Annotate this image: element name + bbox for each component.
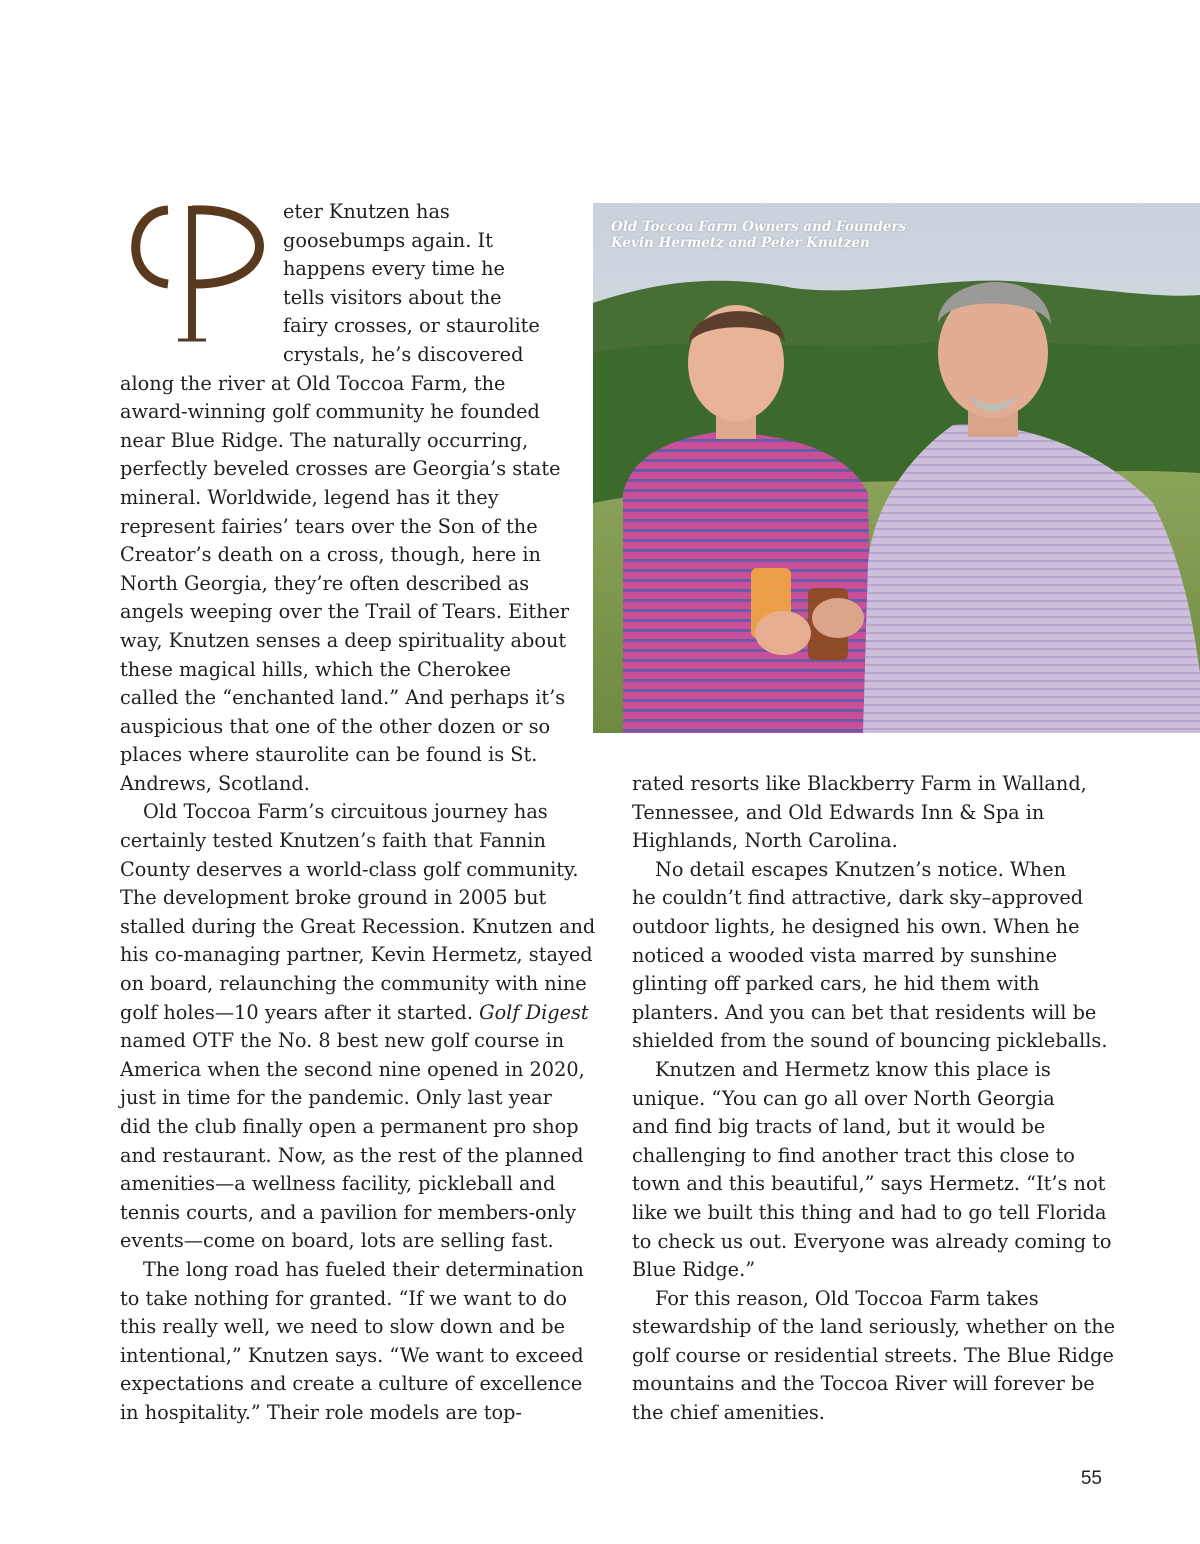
- intro-line: happens every time he: [283, 257, 505, 281]
- text-fragment: golf holes—10 years after it started.: [120, 1000, 480, 1024]
- paragraph-7: [632, 1285, 1116, 1428]
- dropcap-left-bowl: [136, 210, 168, 284]
- text-line: Blue Ridge.”: [632, 1258, 756, 1282]
- text-line: tennis courts, and a pavilion for members-only: [120, 1200, 577, 1224]
- text-line: stewardship of the land seriously, whether on the: [632, 1315, 1116, 1339]
- text-line: stalled during the Great Recession. Knutzen and: [120, 914, 596, 938]
- text-line: noticed a wooded vista marred by sunshine: [632, 943, 1058, 967]
- text-line: angels weeping over the Trail of Tears. Either: [120, 600, 570, 624]
- intro-line: eter Knutzen has: [283, 200, 450, 223]
- caption-line: Kevin Hermetz and Peter Knutzen: [611, 235, 870, 251]
- text-line: Old Toccoa Farm’s circuitous journey has: [143, 800, 548, 824]
- text-line: unique. “You can go all over North Georgia: [632, 1086, 1055, 1110]
- text-line: auspicious that one of the other dozen or so: [120, 714, 551, 738]
- text-line: For this reason, Old Toccoa Farm takes: [655, 1286, 1039, 1310]
- text-line: challenging to find another tract this close to: [632, 1143, 1075, 1167]
- text-line: way, Knutzen senses a deep spirituality about: [120, 628, 567, 652]
- text-line: the chief amenities.: [632, 1401, 825, 1425]
- text-line: events—come on board, lots are selling fast.: [120, 1229, 554, 1253]
- text-line: The long road has fueled their determination: [143, 1257, 584, 1281]
- text-line: Creator’s death on a cross, though, here in: [120, 543, 541, 567]
- left-column: [120, 198, 596, 1428]
- text-line: Andrews, Scotland.: [120, 771, 310, 795]
- text-line: near Blue Ridge. The naturally occurring,: [120, 428, 529, 452]
- text-line: mineral. Worldwide, legend has it they: [120, 485, 499, 509]
- intro-line: fairy crosses, or staurolite: [283, 314, 540, 338]
- text-line: represent fairies’ tears over the Son of the: [120, 514, 538, 538]
- text-line: he couldn’t find attractive, dark sky–approved: [632, 886, 1084, 910]
- intro-line: tells visitors about the: [283, 285, 502, 309]
- shirt-left: [623, 431, 873, 733]
- text-line: Knutzen and Hermetz know this place is: [655, 1057, 1051, 1081]
- text-line: The development broke ground in 2005 but: [120, 886, 547, 910]
- text-line: just in time for the pandemic. Only last year: [120, 1086, 552, 1110]
- photo-illustration: [593, 203, 1200, 733]
- text-line: on board, relaunching the community with nine: [120, 972, 587, 996]
- text-line: to check us out. Everyone was already coming to: [632, 1229, 1112, 1253]
- text-line: planters. And you can bet that residents will be: [632, 1000, 1097, 1024]
- text-line: did the club finally open a permanent pro shop: [120, 1115, 579, 1138]
- text-line-with-italic: [120, 999, 590, 1028]
- text-line: this really well, we need to slow down and be: [120, 1315, 566, 1339]
- text-line: called the “enchanted land.” And perhaps it’s: [120, 686, 566, 710]
- paragraph-2: [120, 798, 596, 1256]
- text-line: in hospitality.” Their role models are top-: [120, 1400, 522, 1424]
- text-line: expectations and create a culture of excellence: [120, 1372, 583, 1396]
- text-line: to take nothing for granted. “If we want to do: [120, 1286, 568, 1310]
- text-line: golf course or residential streets. The Blue Ridge: [632, 1343, 1114, 1367]
- hand-right: [812, 598, 864, 638]
- text-line: mountains and the Toccoa River will forever be: [632, 1372, 1095, 1396]
- text-line: outdoor lights, he designed his own. When he: [632, 914, 1080, 938]
- text-line: his co-managing partner, Kevin Hermetz, stayed: [120, 943, 593, 967]
- paragraph-3: [120, 1256, 590, 1428]
- text-line: glinting off parked cars, he hid them with: [632, 972, 1040, 996]
- text-line: intentional,” Knutzen says. “We want to exceed: [120, 1343, 584, 1367]
- text-line: these magical hills, which the Cherokee: [120, 657, 512, 681]
- text-line: America when the second nine opened in 2020,: [120, 1057, 585, 1081]
- publication-title: Golf Digest: [479, 1000, 589, 1024]
- paragraph-1: [120, 370, 590, 799]
- text-line: Tennessee, and Old Edwards Inn & Spa in: [632, 800, 1045, 824]
- drop-cap-letter-graphic: [120, 198, 270, 348]
- text-line: shielded from the sound of bouncing pickleballs.: [632, 1029, 1108, 1053]
- hand-left: [755, 611, 811, 655]
- drop-cap: [120, 198, 270, 348]
- text-line: certainly tested Knutzen’s faith that Fannin: [120, 829, 546, 853]
- intro-line: goosebumps again. It: [283, 228, 493, 252]
- text-line: places where staurolite can be found is St.: [120, 743, 538, 767]
- paragraph-4: [632, 770, 1112, 856]
- text-line: amenities—a wellness facility, pickleball and: [120, 1172, 556, 1196]
- photo-caption: [611, 219, 906, 251]
- text-line: and find big tracts of land, but it would be: [632, 1115, 1046, 1139]
- text-line: named OTF the No. 8 best new golf course in: [120, 1029, 565, 1053]
- text-line: like we built this thing and had to go tell Florida: [632, 1200, 1107, 1224]
- text-line: and restaurant. Now, as the rest of the planned: [120, 1143, 584, 1167]
- page-number: 55: [1080, 1468, 1102, 1489]
- text-line: Highlands, North Carolina.: [632, 829, 898, 853]
- text-line: No detail escapes Knutzen’s notice. When: [655, 857, 1067, 881]
- text-line: rated resorts like Blackberry Farm in Walland,: [632, 772, 1087, 795]
- founders-photo: [593, 203, 1200, 733]
- text-line: award-winning golf community he founded: [120, 400, 540, 424]
- intro-line: crystals, he’s discovered: [283, 342, 524, 366]
- text-line: along the river at Old Toccoa Farm, the: [120, 371, 506, 395]
- text-line: County deserves a world-class golf community.: [120, 857, 579, 881]
- text-line: perfectly beveled crosses are Georgia’s state: [120, 457, 561, 481]
- caption-line: Old Toccoa Farm Owners and Founders: [611, 219, 907, 235]
- dropcap-right-bowl: [192, 210, 260, 284]
- text-line: North Georgia, they’re often described as: [120, 571, 530, 595]
- right-column: [632, 770, 1116, 1428]
- paragraph-6: [632, 1056, 1112, 1285]
- text-line: town and this beautiful,” says Hermetz. “It’s not: [632, 1172, 1106, 1196]
- paragraph-5: [632, 856, 1112, 1056]
